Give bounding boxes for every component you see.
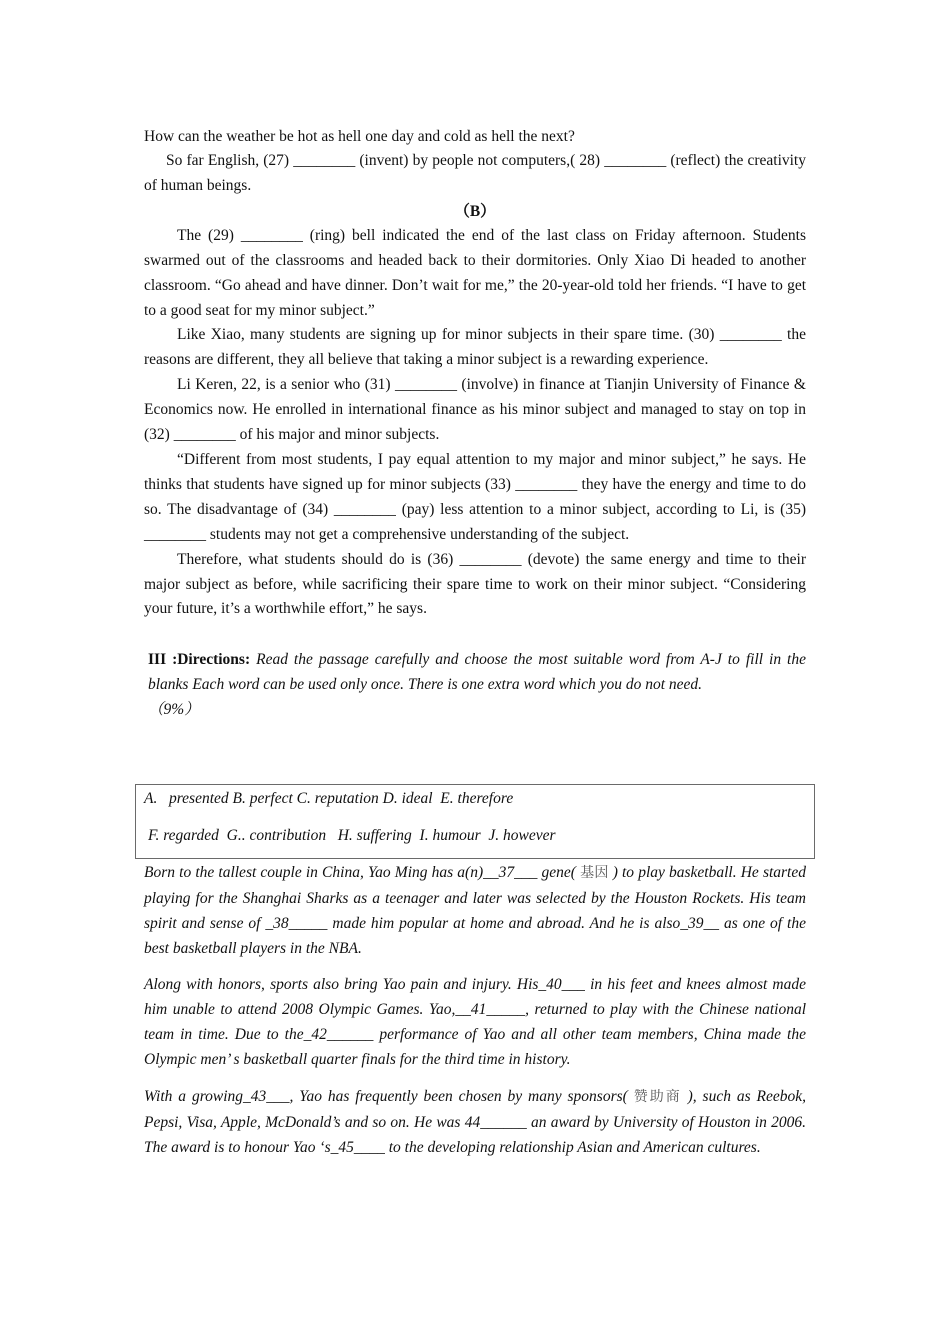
yao-paragraph-2: Along with honors, sports also bring Yao pain and injury. His_40___ in his feet and knees almost made him unable to attend 2008 Olympic Games. Yao,__41_____, returned to play with the Chinese national team in time. Due to the_42______ performance of Yao and all other team members, China made the Olympic men’ s basketball quarter finals for the third time in history. xyxy=(144,976,806,1068)
chinese-gloss-gene: 基因 xyxy=(580,865,609,881)
passage-b-paragraph-2: Like Xiao, many students are signing up for minor subjects in their spare time. (30) ________ the reasons are different, they all believe that taking a minor subject is a rewarding experience. xyxy=(144,326,806,369)
yao-paragraph-1: Born to the tallest couple in China, Yao Ming has a(n)__37___ gene( 基因 ) to play basketball. He started playing for the Shanghai Sharks as a teenager and later was selected by the Houston Rockets. His team spirit and sense of _38_____ made him popular at home and abroad. And he is also_39__ as one of the best basketball players in the NBA. xyxy=(144,864,806,957)
passage-b-paragraph-1: The (29) ________ (ring) bell indicated the end of the last class on Friday afternoon. Students swarmed out of the classrooms and headed back to their dormitories. Only Xiao Di headed to another classroom. “Go ahead and have dinner. Don’t wait for me,” the 20-year-old told her friends. “I have to get to a good seat for my minor subject.” xyxy=(144,226,806,319)
passage-b-paragraph-3: Li Keren, 22, is a senior who (31) ________ (involve) in finance at Tianjin University of Finance & Economics now. He enrolled in international finance as his minor subject and managed to stay on top in (32) ________ of his major and minor subjects. xyxy=(144,376,806,444)
chinese-gloss-sponsors: 赞助商 xyxy=(633,1089,682,1105)
passage-b-paragraph-5: Therefore, what students should do is (36) ________ (devote) the same energy and time to their major subject as before, while sacrificing their spare time to work on their minor subject. “Considering your future, it’s a worthwhile effort,” he says. xyxy=(144,550,806,618)
passage-b-paragraph-4: “Different from most students, I pay equal attention to my major and minor subject,” he says. He thinks that students have signed up for minor subjects (33) ________ they have the energy and time to do so. The disadvantage of (34) ________ (pay) less attention to a minor subject, according to Li, is (35) ________ students may not get a comprehensive understanding of the subject. xyxy=(144,450,806,543)
document-page xyxy=(144,124,806,722)
directions-label: III :Directions: xyxy=(148,651,251,669)
passage-a-last-line: How can the weather be hot as hell one day and cold as hell the next? xyxy=(144,128,575,145)
yao-paragraph-3: With a growing_43___, Yao has frequently been chosen by many sponsors( 赞助商 ), such as Reebok, Pepsi, Visa, Apple, McDonald’s and so on. He was 44______ an award by University of Houston in 2006. The award is to honour Yao ‘s_45____ to the developing relationship Asian and American cultures. xyxy=(144,1088,807,1156)
directions-text: Read the passage carefully and choose the most suitable word from A-J to fill in the blanks Each word can be used only once. There is one extra word which you do not need. xyxy=(148,651,806,694)
word-bank-box xyxy=(135,784,815,859)
word-bank-row-2: F. regarded G.. contribution H. suffering I. humour J. however xyxy=(148,827,556,844)
section-iii-directions xyxy=(144,647,806,722)
score-label: （9%） xyxy=(148,701,200,719)
section-b-heading: （B） xyxy=(454,202,496,220)
word-bank-row-1: A. presented B. perfect C. reputation D. ideal E. therefore xyxy=(144,790,514,807)
passage-a-paragraph-27-28: So far English, (27) ________ (invent) by people not computers,( 28) ________ (reflect) the creativity of human beings. xyxy=(144,152,806,194)
